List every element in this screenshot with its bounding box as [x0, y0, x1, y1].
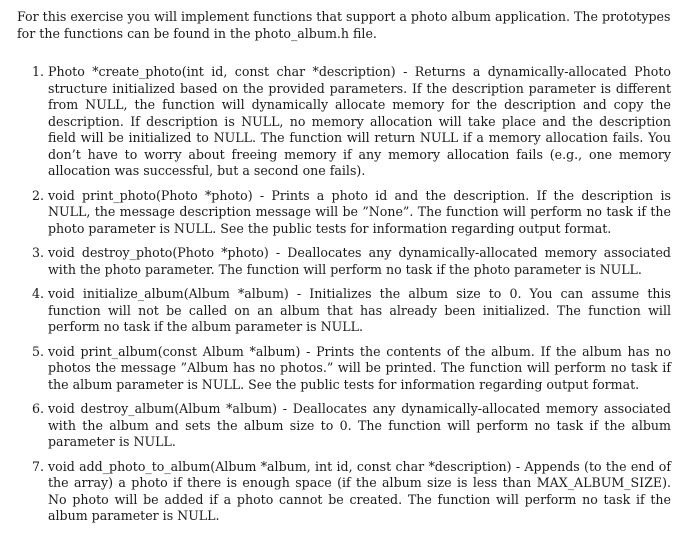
item-text: void initialize_album(Album *album) - Initializes the album size to 0. You can assume this function will not be called on an album that has already been initialized. The function will perform no task if the album parameter is NULL.	[48, 286, 671, 334]
list-item-destroy-album	[17, 401, 671, 451]
function-list	[17, 64, 675, 525]
item-text: void print_album(const Album *album) - Prints the contents of the album. If the album has no photos the message ”Album has no photos.” will be printed. The function will perform no task if the album parameter is NULL. See the public tests for information regarding output format.	[48, 343, 671, 392]
item-number: 4.	[32, 286, 45, 301]
item-number: 6.	[32, 401, 45, 416]
list-item-print-album	[17, 344, 671, 394]
list-item-create-photo	[17, 64, 671, 180]
item-number: 5.	[32, 343, 45, 359]
item-number: 2.	[32, 187, 45, 203]
list-item-initialize-album	[17, 286, 671, 336]
item-number: 7.	[32, 458, 45, 474]
item-text: void destroy_photo(Photo *photo) - Deallocates any dynamically-allocated memory associated with the photo parameter. The function will perform no task if the photo parameter is NULL.	[48, 245, 671, 277]
item-text: void print_photo(Photo *photo) - Prints a photo id and the description. If the description is NULL, the message description message will be ”None”. The function will perform no task if the photo parameter is NULL. See the public tests for information regarding output format.	[48, 187, 671, 236]
list-item-add-photo-to-album	[17, 459, 671, 525]
intro-paragraph: For this exercise you will implement functions that support a photo album application. The prototypes for the functions can be found in the photo_album.h file.	[17, 9, 671, 41]
item-text: void add_photo_to_album(Album *album, int id, const char *description) - Appends (to the end of the array) a photo if there is enough space (if the album size is less than MAX_ALBUM_SIZE). No photo will be added if a photo cannot be created. The function will perform no task if the album parameter is NULL.	[48, 458, 671, 523]
list-item-destroy-photo	[17, 245, 671, 278]
list-item-print-photo	[17, 188, 671, 238]
item-text: void destroy_album(Album *album) - Deallocates any dynamically-allocated memory associated with the album and sets the album size to 0. The function will perform no task if the album parameter is NULL.	[48, 401, 671, 449]
item-number: 3.	[32, 245, 45, 260]
item-text: Photo *create_photo(int id, const char *description) - Returns a dynamically-allocated Photo structure initialized based on the provided parameters. If the description parameter is different from NULL, the function will dynamically allocate memory for the description and copy the description. If description is NULL, no memory allocation will take place and the description field will be initialized to NULL. The function will return NULL if a memory allocation fails. You don’t have to worry about freeing memory if any memory allocation fails (e.g., one memory allocation was successful, but a second one fails).	[48, 64, 671, 178]
item-number: 1.	[32, 64, 45, 79]
